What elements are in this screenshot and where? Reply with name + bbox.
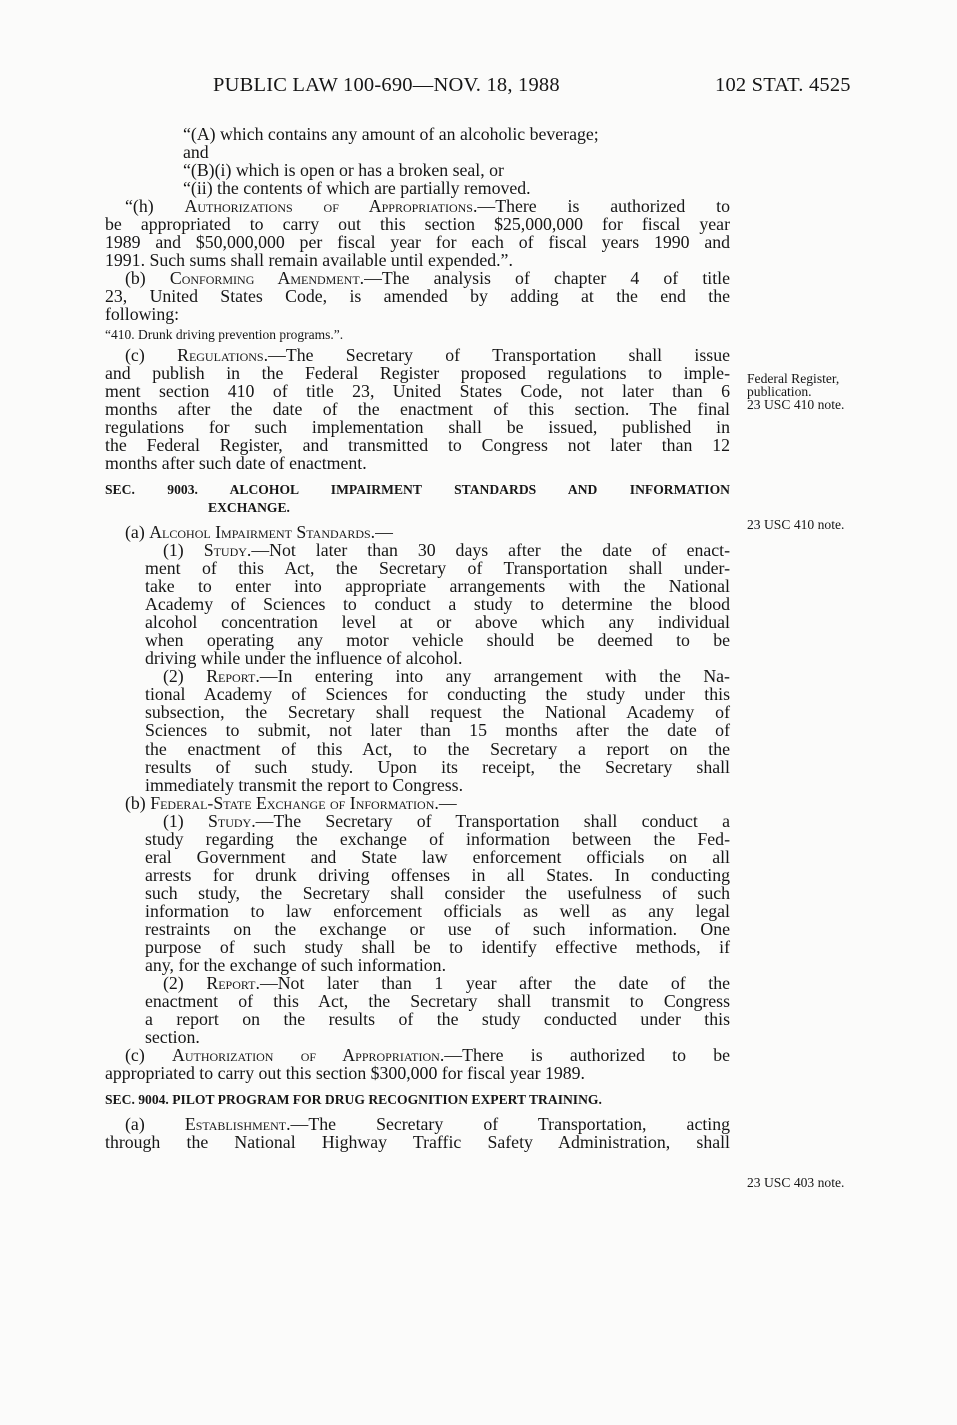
text-line: section. bbox=[145, 1027, 200, 1048]
paragraph-1-study: (1) Study.—The Secretary of Transportation shall conduct a bbox=[163, 810, 730, 831]
text-line: regulations for such implementation shall be issued, published in bbox=[105, 416, 730, 437]
paragraph-2-report: (2) Report.—In entering into any arrangement with the Na- bbox=[163, 666, 730, 687]
paragraph-heading: Study. bbox=[207, 810, 256, 831]
paragraph-heading: Study. bbox=[203, 539, 252, 560]
page-number: 102 STAT. 4525 bbox=[715, 74, 851, 96]
text-line: ment section 410 of title 23, United States Code, not later than 6 bbox=[105, 380, 730, 401]
document-body bbox=[105, 125, 730, 1152]
text-line: appropriated to carry out this section $300,000 for fiscal year 1989. bbox=[105, 1063, 585, 1084]
text-line: study regarding the exchange of information between the Fed- bbox=[145, 828, 730, 849]
text-line: immediately transmit the report to Congress. bbox=[145, 774, 464, 795]
running-header-title: PUBLIC LAW 100-690—NOV. 18, 1988 bbox=[213, 74, 560, 96]
text-line: purpose of such study shall be to identify effective methods, if bbox=[145, 937, 730, 958]
paragraph-1-study: (1) Study.—Not later than 30 days after the date of enact- bbox=[163, 539, 730, 560]
text-line: 1991. Such sums shall remain available until expended.”. bbox=[105, 250, 513, 271]
section-9003-heading-cont: EXCHANGE. bbox=[208, 499, 290, 515]
text-line: enactment of this Act, the Secretary shall transmit to Congress bbox=[145, 991, 730, 1012]
text-line: information to law enforcement officials as well as any legal bbox=[145, 900, 730, 921]
text-line: following: bbox=[105, 304, 180, 325]
text-line: eral Government and State law enforcement officials on all bbox=[145, 846, 730, 867]
text-line: months after such date of enactment. bbox=[105, 452, 367, 473]
section-9004-heading: SEC. 9004. PILOT PROGRAM FOR DRUG RECOGNITION EXPERT TRAINING. bbox=[105, 1092, 602, 1108]
text-line: “(B)(i) which is open or has a broken seal, or bbox=[183, 160, 504, 181]
text-line: Sciences to submit, not later than 15 months after the date of bbox=[145, 720, 730, 741]
text-line: arrests for drunk driving offenses in all States. In conducting bbox=[145, 864, 730, 885]
text-line: results of such study. Upon its receipt, the Secretary shall bbox=[145, 756, 730, 777]
text-line: 23, United States Code, is amended by adding at the end the bbox=[105, 286, 730, 307]
subsection-a-establishment: (a) Establishment.—The Secretary of Transportation, acting bbox=[125, 1114, 730, 1135]
text-line: be appropriated to carry out this section $25,000,000 for fiscal year bbox=[105, 214, 730, 235]
subsection-b-conforming: (b) Conforming Amendment.—The analysis of chapter 4 of title bbox=[125, 268, 730, 289]
subsection-a-alcohol-standards: (a) Alcohol Impairment Standards.— bbox=[125, 521, 393, 542]
text-line: subsection, the Secretary shall request the National Academy of bbox=[145, 702, 730, 723]
subsection-heading: Regulations. bbox=[177, 344, 269, 365]
text-line: months after the date of the enactment of this section. The final bbox=[105, 398, 730, 419]
subsection-b-exchange: (b) Federal-State Exchange of Information.— bbox=[125, 792, 457, 813]
paragraph-heading: Report. bbox=[206, 973, 260, 994]
margin-note-line: 23 USC 410 note. bbox=[747, 397, 845, 412]
margin-note-sec-9004: 23 USC 403 note. bbox=[747, 1175, 845, 1190]
margin-note-line: Federal Register, bbox=[747, 371, 840, 386]
text-line: Academy of Sciences to conduct a study to determine the blood bbox=[145, 594, 730, 615]
section-9003-heading: SEC. 9003. ALCOHOL IMPAIRMENT STANDARDS AND INFORMATION bbox=[105, 481, 730, 497]
text-line: “(ii) the contents of which are partially removed. bbox=[183, 178, 531, 199]
subsection-c-regulations: (c) Regulations.—The Secretary of Transportation shall issue bbox=[125, 344, 730, 365]
text-line: take to enter into appropriate arrangements with the National bbox=[145, 576, 730, 597]
text-line: any, for the exchange of such information. bbox=[145, 955, 447, 976]
subsection-heading: Federal-State Exchange of Information. bbox=[150, 792, 439, 813]
paragraph-heading: Report. bbox=[206, 666, 260, 687]
text-line: and bbox=[183, 142, 209, 163]
margin-note-line: publication. bbox=[747, 384, 812, 399]
text-line: such study, the Secretary shall consider the usefulness of such bbox=[145, 882, 730, 903]
text-line: tional Academy of Sciences for conducting the study under this bbox=[145, 684, 730, 705]
text-line: restraints on the exchange or use of such information. One bbox=[145, 918, 730, 939]
subsection-heading: Authorizations of Appropriations. bbox=[184, 196, 478, 217]
text-line: through the National Highway Traffic Safety Administration, shall bbox=[105, 1132, 730, 1153]
text-line: the Federal Register, and transmitted to Congress not later than 12 bbox=[105, 434, 730, 455]
margin-note-federal-register bbox=[747, 372, 844, 411]
subsection-c-authorization: (c) Authorization of Appropriation.—There is authorized to be bbox=[125, 1045, 731, 1066]
subsection-heading: Establishment. bbox=[184, 1114, 291, 1135]
text-line: driving while under the influence of alcohol. bbox=[145, 648, 463, 669]
subsection-heading: Alcohol Impairment Standards. bbox=[149, 521, 376, 542]
text-line: alcohol concentration level at or above which any individual bbox=[145, 612, 730, 633]
subsection-heading: Authorization of Appropriation. bbox=[171, 1045, 445, 1066]
text-line: a report on the results of the study conducted under this bbox=[145, 1009, 730, 1030]
text-line: 1989 and $50,000,000 per fiscal year for each of fiscal years 1990 and bbox=[105, 232, 730, 253]
text-line: when operating any motor vehicle should be deemed to be bbox=[145, 630, 730, 651]
text-line: and publish in the Federal Register proposed regulations to imple- bbox=[105, 362, 730, 383]
text-line: the enactment of this Act, to the Secretary a report on the bbox=[145, 738, 730, 759]
text-line: ment of this Act, the Secretary of Transportation shall under- bbox=[145, 558, 730, 579]
analysis-item-410: “410. Drunk driving prevention programs.”. bbox=[105, 326, 344, 342]
subsection-h: “(h) Authorizations of Appropriations.—There is authorized to bbox=[125, 196, 731, 217]
paragraph-2-report: (2) Report.—Not later than 1 year after the date of the bbox=[163, 973, 730, 994]
text-line: “(A) which contains any amount of an alcoholic beverage; bbox=[183, 124, 599, 144]
subsection-heading: Conforming Amendment. bbox=[169, 268, 365, 289]
margin-note-sec-9003: 23 USC 410 note. bbox=[747, 517, 845, 532]
